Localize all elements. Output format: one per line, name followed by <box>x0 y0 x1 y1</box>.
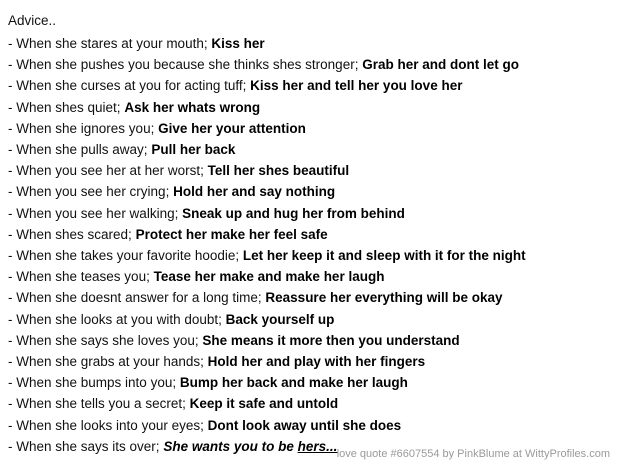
list-item <box>8 245 612 266</box>
page-title: Advice.. <box>8 13 57 28</box>
underlined-text: hers... <box>297 438 338 454</box>
list-item <box>8 351 612 372</box>
list-item-cue: - When she looks at you with doubt; <box>8 311 222 327</box>
list-item-answer: Bump her back and make her laugh <box>179 375 408 391</box>
list-item <box>8 160 612 181</box>
list-item-cue: - When she grabs at your hands; <box>8 354 204 370</box>
list-item-cue: - When shes quiet; <box>8 99 121 115</box>
list-item-cue: - When she teases you; <box>8 269 150 285</box>
list-item <box>8 33 612 54</box>
list-item-cue: - When you see her crying; <box>8 184 170 200</box>
list-item <box>8 181 612 202</box>
list-item-cue: - When you see her walking; <box>8 205 179 221</box>
list-item-cue: - When she looks into your eyes; <box>8 417 204 433</box>
list-item-answer: Hold her and play with her fingers <box>207 354 426 370</box>
list-item <box>8 224 612 245</box>
advice-list <box>8 33 612 457</box>
list-item-cue: - When she takes your favorite hoodie; <box>8 248 240 264</box>
list-item-cue: - When she ignores you; <box>8 120 155 136</box>
list-item-answer: Let her keep it and sleep with it for the night <box>242 248 526 264</box>
list-item-answer: Give her your attention <box>158 120 306 136</box>
list-item-cue: - When she stares at your mouth; <box>8 36 208 51</box>
list-item-answer: Tell her shes beautiful <box>207 163 350 179</box>
list-item-cue: - When she pulls away; <box>8 142 148 158</box>
list-item-answer: Back yourself up <box>225 311 335 327</box>
list-item <box>8 287 612 308</box>
list-item-answer: Ask her whats wrong <box>124 99 261 115</box>
list-item-cue: - When she curses at you for acting tuff; <box>8 78 247 94</box>
list-item-answer: Dont look away until she does <box>207 417 402 433</box>
list-item-answer: Kiss her and tell her you love her <box>250 78 463 94</box>
list-item-answer: Tease her make and make her laugh <box>153 269 385 285</box>
list-item-answer: Protect her make her feel safe <box>135 226 328 242</box>
list-item <box>8 330 612 351</box>
list-item <box>8 54 612 75</box>
list-item <box>8 415 612 436</box>
list-item-answer: She wants you to be hers... <box>163 438 338 454</box>
list-item <box>8 266 612 287</box>
list-item <box>8 118 612 139</box>
list-item <box>8 75 612 96</box>
list-item-cue: - When you see her at her worst; <box>8 163 204 179</box>
list-item-cue: - When shes scared; <box>8 226 132 242</box>
list-item-answer: She means it more then you understand <box>202 332 460 348</box>
list-item-cue: - When she tells you a secret; <box>8 396 186 412</box>
list-item-cue: - When she doesnt answer for a long time; <box>8 290 262 306</box>
list-item <box>8 309 612 330</box>
attribution-footer: love quote #6607554 by PinkBlume at WittyProfiles.com <box>336 448 610 460</box>
list-item-answer: Reassure her everything will be okay <box>265 290 503 306</box>
list-item-answer: Kiss her <box>211 36 265 51</box>
list-item-cue: - When she pushes you because she thinks shes stronger; <box>8 57 359 73</box>
list-item-answer: Keep it safe and untold <box>189 396 339 412</box>
list-item-answer: Sneak up and hug her from behind <box>182 205 405 221</box>
list-item-cue: - When she bumps into you; <box>8 375 177 391</box>
list-item-answer: Hold her and say nothing <box>173 184 336 200</box>
list-item <box>8 203 612 224</box>
list-item <box>8 372 612 393</box>
list-item <box>8 393 612 414</box>
list-item-cue: - When she says its over; <box>8 438 160 454</box>
list-item-answer: Pull her back <box>151 142 236 158</box>
list-item-answer: Grab her and dont let go <box>362 57 519 73</box>
list-item <box>8 139 612 160</box>
list-item <box>8 97 612 118</box>
list-item-cue: - When she says she loves you; <box>8 332 199 348</box>
